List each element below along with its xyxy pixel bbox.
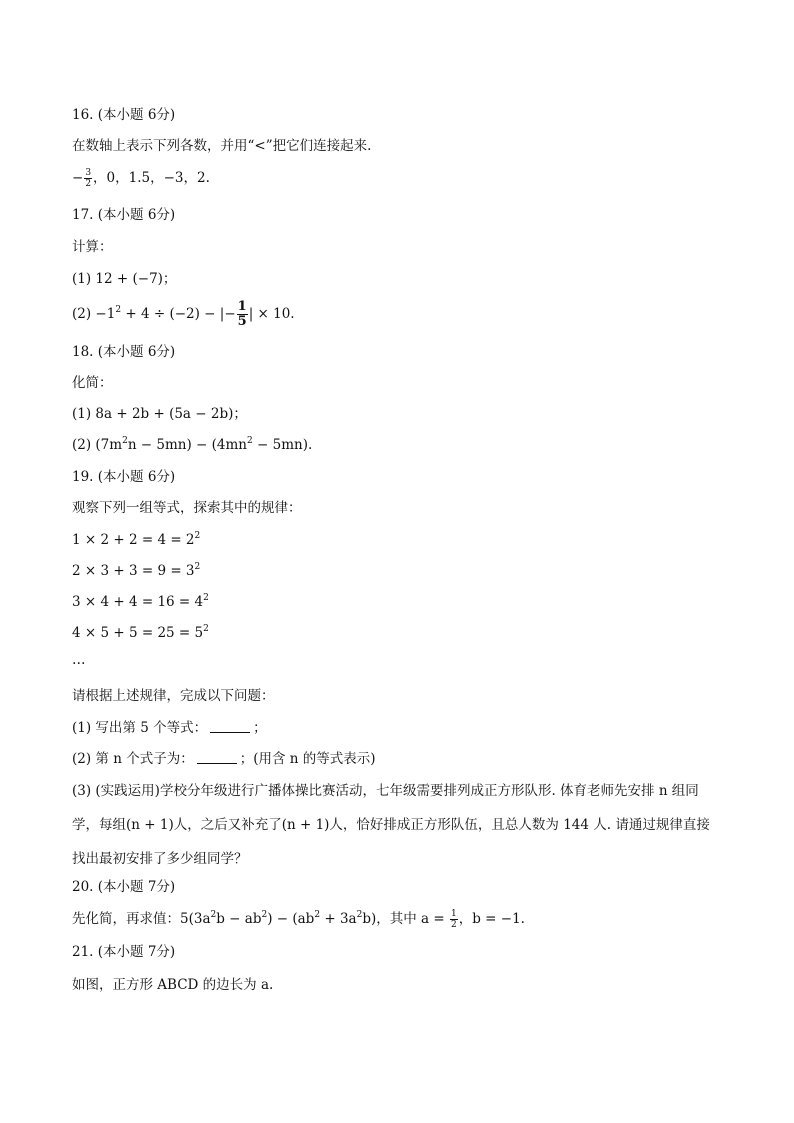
q19-sub1-blank	[210, 720, 250, 733]
q19-eq3-exp: 2	[203, 593, 209, 603]
q18-prompt: 化简：	[72, 375, 113, 391]
q17-p2-a: (2) −1	[72, 306, 116, 322]
q21-header: 21. (本小题 7分)	[72, 944, 176, 960]
q19-equation-3	[72, 592, 209, 612]
q19-sub2	[72, 749, 376, 769]
q19-sub1-text: (1) 写出第 5 个等式：	[72, 720, 208, 736]
q16-frac-num: 3	[85, 168, 92, 178]
q17-fraction	[237, 300, 248, 329]
q19-instruction: 请根据上述规律，完成以下问题：	[72, 688, 275, 704]
q19-ellipsis: …	[72, 652, 86, 668]
q19-sub1-end: ；	[253, 720, 267, 736]
q17-frac-den: 5	[237, 314, 247, 329]
q20-e1: 2	[210, 910, 217, 920]
q19-eq3-base: 3 × 4 + 4 = 16 = 4	[72, 594, 204, 610]
q18-header: 18. (本小题 6分)	[72, 344, 176, 360]
q20-c: ) − (ab	[267, 911, 315, 927]
q16-sign: −	[72, 170, 84, 186]
q19-eq1-base: 1 × 2 + 2 = 4 = 2	[72, 532, 195, 548]
q19-eq4-base: 4 × 5 + 5 = 25 = 5	[72, 625, 204, 641]
q17-header: 17. (本小题 6分)	[72, 207, 176, 223]
q18-p2-b: n − 5mn) − (4mn	[127, 437, 247, 453]
q18-p2-c: − 5mn).	[252, 437, 313, 453]
q20-frac-den: 2	[451, 920, 457, 930]
q18-p2-a: (2) (7m	[72, 437, 123, 453]
q20-b: b − ab	[216, 911, 262, 927]
q16-number-list: ，0，1.5，−3，2.	[93, 170, 210, 186]
q19-eq1-exp: 2	[194, 531, 201, 541]
q19-prompt: 观察下列一组等式，探索其中的规律：	[72, 500, 302, 516]
q16-header: 16. (本小题 6分)	[72, 107, 176, 123]
q20-header: 20. (本小题 7分)	[72, 879, 176, 895]
q16-frac-den: 2	[85, 179, 92, 189]
q18-part2	[72, 435, 312, 455]
q17-frac-num: 1	[237, 299, 247, 314]
q16-fraction	[84, 168, 92, 189]
q19-equation-2	[72, 561, 200, 581]
q20-frac-num: 1	[451, 909, 457, 919]
q17-p2-b: + 4 ÷ (−2) − |−	[121, 306, 236, 322]
q20-expression	[72, 909, 525, 930]
q19-eq2-exp: 2	[194, 562, 201, 572]
q19-equation-4	[72, 623, 209, 643]
q19-equation-1	[72, 530, 200, 550]
q20-e4: 2	[356, 910, 363, 920]
q17-p2-c: | × 10.	[248, 306, 295, 322]
q17-part1: (1) 12 + (−7)；	[72, 271, 177, 287]
q17-part2	[72, 300, 295, 329]
q20-f: ，b = −1.	[458, 911, 525, 927]
q20-e2: 2	[261, 910, 268, 920]
q19-eq4-exp: 2	[203, 624, 209, 634]
q19-sub3: (3) (实践运用)学校分年级进行广播体操比赛活动，七年级需要排列成正方形队形. 体育老师先安排 n 组同学，每组(n + 1)人，之后又补充了(n + 1)人，恰好排成正方形队伍，且总人数为 144 人. 请通过规律直接找出最初安排了多少组同学？	[72, 783, 710, 867]
q20-e: b)，其中 a =	[362, 911, 449, 927]
q16-prompt: 在数轴上表示下列各数，并用“<”把它们连接起来.	[72, 138, 372, 154]
q18-part1: (1) 8a + 2b + (5a − 2b)；	[72, 406, 247, 422]
q20-fraction	[450, 909, 458, 930]
q18-p2-e1: 2	[122, 436, 128, 446]
q19-sub2-blank	[197, 751, 237, 764]
q16-numbers	[72, 168, 210, 189]
q18-p2-e2: 2	[247, 436, 253, 446]
q21-text: 如图，正方形 ABCD 的边长为 a.	[72, 977, 274, 993]
q19-sub2-text: (2) 第 n 个式子为：	[72, 751, 194, 767]
q19-sub1	[72, 718, 267, 738]
q17-prompt: 计算：	[72, 239, 113, 255]
q19-sub2-end: ；(用含 n 的等式表示)	[239, 751, 376, 767]
q20-a: 先化简，再求值：5(3a	[72, 911, 211, 927]
q19-header: 19. (本小题 6分)	[72, 469, 176, 485]
q20-e3: 2	[314, 910, 321, 920]
q19-eq2-base: 2 × 3 + 3 = 9 = 3	[72, 563, 195, 579]
q17-p2-exp: 2	[115, 305, 122, 315]
q20-d: + 3a	[320, 911, 357, 927]
